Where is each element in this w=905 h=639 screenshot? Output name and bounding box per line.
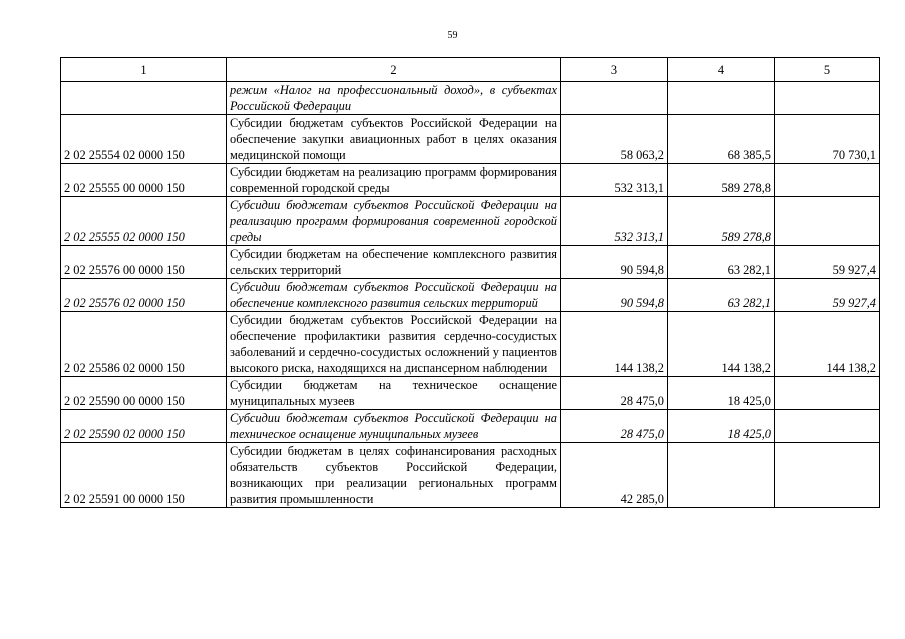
row-code: 2 02 25590 00 0000 150 — [61, 377, 227, 410]
table-row — [61, 82, 880, 115]
page-number: 59 — [447, 30, 458, 41]
header-col-5: 5 — [775, 58, 880, 82]
row-col3: 28 475,0 — [561, 410, 668, 443]
row-col3: 532 313,1 — [561, 197, 668, 246]
table-row — [61, 197, 880, 246]
row-col3: 532 313,1 — [561, 164, 668, 197]
table-row — [61, 410, 880, 443]
row-col5 — [775, 197, 880, 246]
row-description: Субсидии бюджетам в целях софинансирования расходных обязательств субъектов Российской Федерации, возникающих при реализации региональных программ развития промышленности — [227, 443, 561, 508]
row-description: Субсидии бюджетам на реализацию программ формирования современной городской среды — [227, 164, 561, 197]
row-description: Субсидии бюджетам на обеспечение комплексного развития сельских территорий — [227, 246, 561, 279]
row-code: 2 02 25586 02 0000 150 — [61, 312, 227, 377]
row-col5 — [775, 443, 880, 508]
row-code: 2 02 25590 02 0000 150 — [61, 410, 227, 443]
row-description: Субсидии бюджетам на техническое оснащение муниципальных музеев — [227, 377, 561, 410]
table-row — [61, 377, 880, 410]
header-row — [61, 58, 880, 82]
row-col4: 589 278,8 — [668, 164, 775, 197]
table-row — [61, 115, 880, 164]
row-code: 2 02 25554 02 0000 150 — [61, 115, 227, 164]
budget-table — [60, 57, 880, 508]
table-header — [61, 58, 880, 82]
header-col-1: 1 — [61, 58, 227, 82]
row-col5 — [775, 82, 880, 115]
row-code: 2 02 25591 00 0000 150 — [61, 443, 227, 508]
row-col4: 589 278,8 — [668, 197, 775, 246]
table-row — [61, 312, 880, 377]
row-col4: 18 425,0 — [668, 377, 775, 410]
header-col-2: 2 — [227, 58, 561, 82]
row-description: Субсидии бюджетам субъектов Российской Федерации на реализацию программ формирования современной городской среды — [227, 197, 561, 246]
row-col3 — [561, 82, 668, 115]
row-col5: 59 927,4 — [775, 279, 880, 312]
row-code: 2 02 25555 00 0000 150 — [61, 164, 227, 197]
row-col3: 58 063,2 — [561, 115, 668, 164]
row-code: 2 02 25576 02 0000 150 — [61, 279, 227, 312]
table-row — [61, 246, 880, 279]
row-col4 — [668, 82, 775, 115]
table-row — [61, 443, 880, 508]
row-col4: 68 385,5 — [668, 115, 775, 164]
row-col4: 63 282,1 — [668, 246, 775, 279]
row-code: 2 02 25555 02 0000 150 — [61, 197, 227, 246]
row-col5: 59 927,4 — [775, 246, 880, 279]
table-row — [61, 164, 880, 197]
row-col3: 28 475,0 — [561, 377, 668, 410]
row-col4: 144 138,2 — [668, 312, 775, 377]
row-description: Субсидии бюджетам субъектов Российской Федерации на техническое оснащение муниципальных музеев — [227, 410, 561, 443]
row-description: режим «Налог на профессиональный доход», в субъектах Российской Федерации — [227, 82, 561, 115]
row-col5 — [775, 377, 880, 410]
row-col3: 144 138,2 — [561, 312, 668, 377]
table-body — [61, 82, 880, 508]
row-col5: 70 730,1 — [775, 115, 880, 164]
row-code: 2 02 25576 00 0000 150 — [61, 246, 227, 279]
row-col3: 90 594,8 — [561, 246, 668, 279]
header-col-3: 3 — [561, 58, 668, 82]
row-col4: 63 282,1 — [668, 279, 775, 312]
table-row — [61, 279, 880, 312]
row-code — [61, 82, 227, 115]
row-col5: 144 138,2 — [775, 312, 880, 377]
row-col4 — [668, 443, 775, 508]
row-col4: 18 425,0 — [668, 410, 775, 443]
row-col5 — [775, 164, 880, 197]
row-description: Субсидии бюджетам субъектов Российской Федерации на обеспечение профилактики развития сердечно-сосудистых заболеваний и сердечно-сосудистых осложнений у пациентов высокого риска, находящихся на диспансерном наблюдении — [227, 312, 561, 377]
row-col3: 42 285,0 — [561, 443, 668, 508]
row-description: Субсидии бюджетам субъектов Российской Федерации на обеспечение закупки авиационных работ в целях оказания медицинской помощи — [227, 115, 561, 164]
row-col5 — [775, 410, 880, 443]
row-description: Субсидии бюджетам субъектов Российской Федерации на обеспечение комплексного развития сельских территорий — [227, 279, 561, 312]
header-col-4: 4 — [668, 58, 775, 82]
row-col3: 90 594,8 — [561, 279, 668, 312]
